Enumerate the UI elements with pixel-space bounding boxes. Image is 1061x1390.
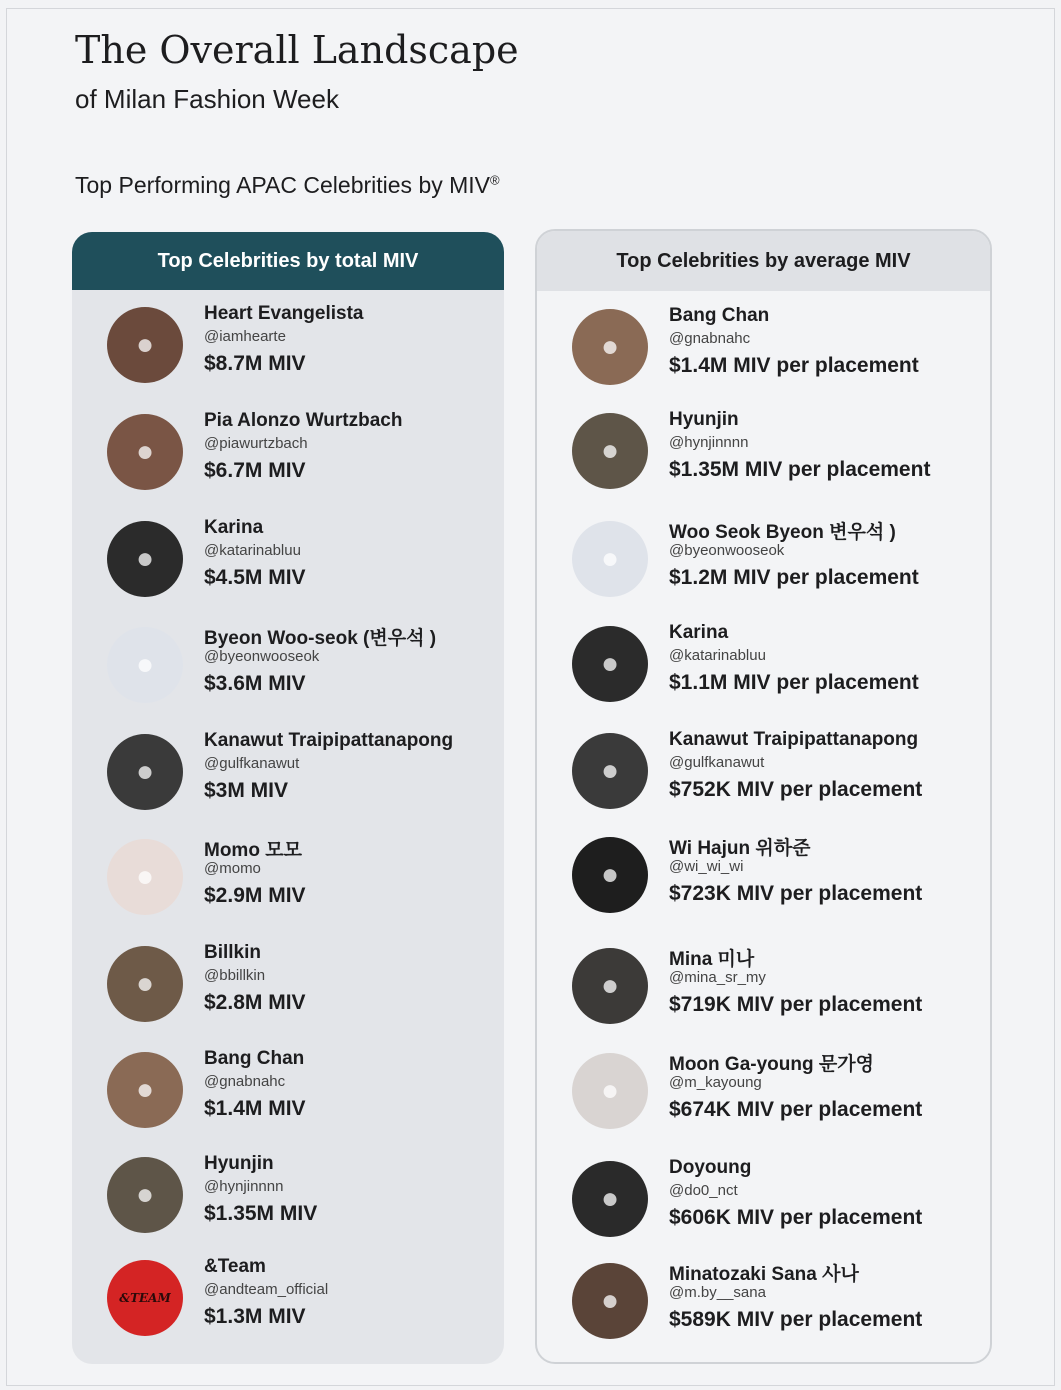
celebrity-row <box>537 729 990 833</box>
celebrity-handle: @m_kayoung <box>669 1074 762 1091</box>
avatar <box>572 413 648 489</box>
celebrity-handle: @gulfkanawut <box>669 754 765 771</box>
page-title: The Overall Landscape <box>75 28 519 72</box>
celebrity-miv: $1.4M MIV <box>204 1097 306 1120</box>
celebrity-name: Billkin <box>204 942 262 963</box>
celebrity-name: Kanawut Traipipattanapong <box>204 730 454 751</box>
person-icon: ● <box>600 1284 620 1317</box>
celebrity-row <box>72 410 504 514</box>
celebrity-row <box>72 839 504 939</box>
celebrity-name: Karina <box>204 517 264 538</box>
person-icon: ● <box>135 1073 155 1106</box>
person-icon: ● <box>135 435 155 468</box>
celebrity-row <box>537 1053 990 1153</box>
celebrity-name: Moon Ga-young 문가영 <box>669 1054 874 1075</box>
celebrity-row <box>537 1263 990 1363</box>
celebrity-handle: @m.by__sana <box>669 1284 766 1301</box>
avatar <box>107 1052 183 1128</box>
celebrity-handle: @byeonwooseok <box>204 648 320 665</box>
avatar <box>572 1263 648 1339</box>
registered-mark: ® <box>490 172 500 188</box>
celebrity-row <box>537 305 990 409</box>
celebrity-miv: $2.9M MIV <box>204 884 306 907</box>
celebrity-handle: @hynjinnnn <box>669 434 749 451</box>
person-icon: ● <box>600 1074 620 1107</box>
celebrity-miv: $1.35M MIV per placement <box>669 458 931 481</box>
celebrity-row <box>537 1157 990 1261</box>
section-title-text: Top Performing APAC Celebrities by MIV <box>75 172 491 198</box>
celebrity-name: Mina 미나 <box>669 949 755 970</box>
avatar <box>107 839 183 915</box>
avatar <box>107 627 183 703</box>
person-icon: ● <box>600 1182 620 1215</box>
celebrity-row <box>537 948 990 1048</box>
celebrity-name: &Team <box>204 1256 266 1277</box>
celebrity-name: Heart Evangelista <box>204 303 364 324</box>
person-icon: ● <box>135 542 155 575</box>
celebrity-handle: @momo <box>204 860 261 877</box>
avatar <box>572 521 648 597</box>
celebrity-handle: @bbillkin <box>204 967 266 984</box>
avatar <box>107 414 183 490</box>
celebrity-row <box>537 521 990 621</box>
celebrity-handle: @byeonwooseok <box>669 542 785 559</box>
person-icon: ● <box>135 860 155 893</box>
person-icon: ● <box>135 755 155 788</box>
avatar <box>107 1157 183 1233</box>
celebrity-handle: @mina_sr_my <box>669 969 766 986</box>
celebrity-name: Doyoung <box>669 1157 752 1178</box>
celebrity-miv: $3M MIV <box>204 779 289 802</box>
person-icon: ● <box>600 969 620 1002</box>
person-icon: ● <box>600 330 620 363</box>
team-logo-avatar <box>107 1260 183 1336</box>
celebrity-row <box>72 627 504 727</box>
person-icon: ● <box>135 967 155 1000</box>
person-icon: ● <box>135 648 155 681</box>
avatar <box>572 837 648 913</box>
avatar <box>107 307 183 383</box>
celebrity-name: Wi Hajun 위하준 <box>669 838 811 859</box>
celebrity-name: Minatozaki Sana 사나 <box>669 1264 859 1285</box>
celebrity-handle: @hynjinnnn <box>204 1178 284 1195</box>
celebrity-name: Karina <box>669 622 729 643</box>
celebrity-name: Woo Seok Byeon 변우석 ) <box>669 522 896 543</box>
celebrity-miv: $1.2M MIV per placement <box>669 566 919 589</box>
avatar <box>572 1053 648 1129</box>
celebrity-miv: $723K MIV per placement <box>669 882 923 905</box>
celebrity-row <box>72 730 504 834</box>
total-miv-heading: Top Celebrities by total MIV <box>72 232 504 290</box>
celebrity-handle: @iamhearte <box>204 328 286 345</box>
logo-text: &TEAM <box>119 1291 171 1305</box>
celebrity-row <box>72 942 504 1046</box>
person-icon: ● <box>600 858 620 891</box>
celebrity-miv: $2.8M MIV <box>204 991 306 1014</box>
celebrity-miv: $719K MIV per placement <box>669 993 923 1016</box>
celebrity-row <box>537 622 990 726</box>
avatar <box>572 1161 648 1237</box>
person-icon: ● <box>600 542 620 575</box>
person-icon: ● <box>600 754 620 787</box>
celebrity-miv: $606K MIV per placement <box>669 1206 923 1229</box>
celebrity-handle: @gnabnahc <box>669 330 751 347</box>
celebrity-row <box>537 409 990 513</box>
celebrity-miv: $589K MIV per placement <box>669 1308 923 1331</box>
celebrity-row <box>72 303 504 407</box>
celebrity-handle: @katarinabluu <box>204 542 301 559</box>
person-icon: ● <box>600 434 620 467</box>
celebrity-miv: $8.7M MIV <box>204 352 306 375</box>
celebrity-handle: @do0_nct <box>669 1182 738 1199</box>
celebrity-miv: $6.7M MIV <box>204 459 306 482</box>
celebrity-name: Bang Chan <box>669 305 770 326</box>
celebrity-row <box>72 1048 504 1152</box>
celebrity-handle: @piawurtzbach <box>204 435 308 452</box>
avatar <box>572 733 648 809</box>
celebrity-name: Kanawut Traipipattanapong <box>669 729 919 750</box>
total-miv-panel <box>72 232 504 1364</box>
celebrity-miv: $1.4M MIV per placement <box>669 354 919 377</box>
celebrity-handle: @gnabnahc <box>204 1073 286 1090</box>
avatar <box>572 948 648 1024</box>
celebrity-name: Bang Chan <box>204 1048 305 1069</box>
celebrity-miv: $3.6M MIV <box>204 672 306 695</box>
celebrity-miv: $4.5M MIV <box>204 566 306 589</box>
celebrity-handle: @gulfkanawut <box>204 755 300 772</box>
celebrity-name: Pia Alonzo Wurtzbach <box>204 410 403 431</box>
avatar <box>572 626 648 702</box>
celebrity-handle: @andteam_official <box>204 1281 329 1298</box>
celebrity-miv: $1.1M MIV per placement <box>669 671 919 694</box>
celebrity-miv: $674K MIV per placement <box>669 1098 923 1121</box>
celebrity-row <box>72 1256 504 1360</box>
section-title <box>75 172 500 199</box>
avatar <box>572 309 648 385</box>
celebrity-miv: $752K MIV per placement <box>669 778 923 801</box>
celebrity-name: Hyunjin <box>669 409 739 430</box>
celebrity-name: Hyunjin <box>204 1153 274 1174</box>
celebrity-miv: $1.35M MIV <box>204 1202 318 1225</box>
page-subtitle: of Milan Fashion Week <box>75 84 339 114</box>
celebrity-miv: $1.3M MIV <box>204 1305 306 1328</box>
celebrity-row <box>72 517 504 621</box>
celebrity-name: Momo 모모 <box>204 840 302 861</box>
celebrity-name: Byeon Woo-seok (변우석 ) <box>204 628 437 649</box>
celebrity-handle: @katarinabluu <box>669 647 766 664</box>
celebrity-handle: @wi_wi_wi <box>669 858 744 875</box>
celebrity-row <box>537 837 990 937</box>
person-icon: ● <box>600 647 620 680</box>
person-icon: ● <box>135 1178 155 1211</box>
avatar <box>107 946 183 1022</box>
celebrity-row <box>72 1153 504 1257</box>
average-miv-heading: Top Celebrities by average MIV <box>537 231 990 291</box>
avatar <box>107 734 183 810</box>
average-miv-panel <box>535 229 992 1364</box>
avatar <box>107 521 183 597</box>
person-icon: ● <box>135 328 155 361</box>
